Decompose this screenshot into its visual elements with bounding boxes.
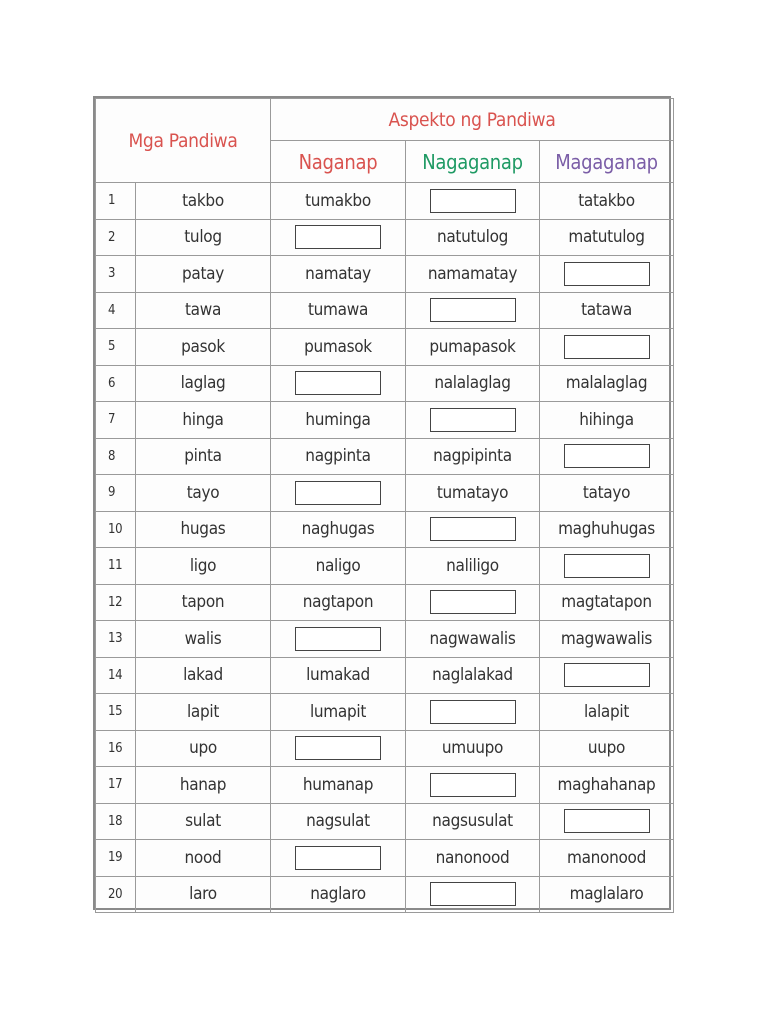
row-number: 19 — [96, 840, 136, 877]
present-form[interactable] — [406, 183, 540, 220]
row-number: 3 — [96, 256, 136, 293]
table-row — [96, 767, 674, 804]
table-row — [96, 256, 674, 293]
row-number: 1 — [96, 183, 136, 220]
root-verb: walis — [136, 621, 271, 658]
future-form: matutulog — [540, 219, 674, 256]
past-form: huminga — [271, 402, 406, 439]
present-form[interactable] — [406, 876, 540, 913]
answer-blank-box[interactable] — [295, 846, 381, 870]
future-form: magwawalis — [540, 621, 674, 658]
past-form: pumasok — [271, 329, 406, 366]
table-row — [96, 365, 674, 402]
answer-blank-box[interactable] — [564, 809, 650, 833]
table-row — [96, 803, 674, 840]
root-verb: laglag — [136, 365, 271, 402]
root-verb: hanap — [136, 767, 271, 804]
root-verb: tawa — [136, 292, 271, 329]
past-form: lumapit — [271, 694, 406, 731]
row-number: 18 — [96, 803, 136, 840]
table-row — [96, 876, 674, 913]
present-form: umuupo — [406, 730, 540, 767]
present-form: pumapasok — [406, 329, 540, 366]
future-form[interactable] — [540, 657, 674, 694]
past-form: naligo — [271, 548, 406, 585]
answer-blank-box[interactable] — [564, 335, 650, 359]
answer-blank-box[interactable] — [430, 882, 516, 906]
present-form: natutulog — [406, 219, 540, 256]
answer-blank-box[interactable] — [295, 627, 381, 651]
future-form: manonood — [540, 840, 674, 877]
table-row — [96, 840, 674, 877]
verbs-column-header: Mga Pandiwa — [96, 99, 271, 183]
row-number: 4 — [96, 292, 136, 329]
future-aspect-header: Magaganap — [540, 141, 674, 183]
root-verb: tulog — [136, 219, 271, 256]
answer-blank-box[interactable] — [430, 517, 516, 541]
past-form: nagpinta — [271, 438, 406, 475]
future-form: hihinga — [540, 402, 674, 439]
present-form: nagpipinta — [406, 438, 540, 475]
answer-blank-box[interactable] — [430, 408, 516, 432]
past-form[interactable] — [271, 840, 406, 877]
future-form: tatayo — [540, 475, 674, 512]
present-form: naglalakad — [406, 657, 540, 694]
table-row — [96, 219, 674, 256]
present-form: nalalaglag — [406, 365, 540, 402]
table-row — [96, 621, 674, 658]
verb-rows — [96, 183, 674, 913]
past-aspect-header: Naganap — [271, 141, 406, 183]
future-form: magtatapon — [540, 584, 674, 621]
answer-blank-box[interactable] — [564, 554, 650, 578]
present-form: nagsusulat — [406, 803, 540, 840]
row-number: 2 — [96, 219, 136, 256]
table-row — [96, 183, 674, 220]
future-form: maglalaro — [540, 876, 674, 913]
root-verb: lapit — [136, 694, 271, 731]
row-number: 5 — [96, 329, 136, 366]
past-form: namatay — [271, 256, 406, 293]
row-number: 12 — [96, 584, 136, 621]
past-form: humanap — [271, 767, 406, 804]
row-number: 11 — [96, 548, 136, 585]
past-form: tumawa — [271, 292, 406, 329]
future-form[interactable] — [540, 803, 674, 840]
root-verb: patay — [136, 256, 271, 293]
row-number: 16 — [96, 730, 136, 767]
root-verb: laro — [136, 876, 271, 913]
answer-blank-box[interactable] — [564, 262, 650, 286]
row-number: 17 — [96, 767, 136, 804]
table-row — [96, 402, 674, 439]
present-form[interactable] — [406, 511, 540, 548]
table-row — [96, 475, 674, 512]
answer-blank-box[interactable] — [295, 371, 381, 395]
root-verb: pasok — [136, 329, 271, 366]
row-number: 20 — [96, 876, 136, 913]
present-aspect-header: Nagaganap — [406, 141, 540, 183]
row-number: 6 — [96, 365, 136, 402]
past-form: naglaro — [271, 876, 406, 913]
present-form[interactable] — [406, 292, 540, 329]
past-form: naghugas — [271, 511, 406, 548]
root-verb: lakad — [136, 657, 271, 694]
past-form: nagsulat — [271, 803, 406, 840]
past-form: tumakbo — [271, 183, 406, 220]
table-row — [96, 329, 674, 366]
present-form[interactable] — [406, 694, 540, 731]
past-form[interactable] — [271, 365, 406, 402]
row-number: 10 — [96, 511, 136, 548]
table-row — [96, 584, 674, 621]
row-number: 15 — [96, 694, 136, 731]
table-row — [96, 694, 674, 731]
future-form[interactable] — [540, 329, 674, 366]
present-form: naliligo — [406, 548, 540, 585]
past-form[interactable] — [271, 475, 406, 512]
answer-blank-box[interactable] — [430, 189, 516, 213]
present-form: nagwawalis — [406, 621, 540, 658]
future-form: maghahanap — [540, 767, 674, 804]
table-row — [96, 730, 674, 767]
row-number: 13 — [96, 621, 136, 658]
present-form[interactable] — [406, 767, 540, 804]
row-number: 9 — [96, 475, 136, 512]
verb-aspect-worksheet — [93, 96, 671, 910]
answer-blank-box[interactable] — [564, 444, 650, 468]
root-verb: tapon — [136, 584, 271, 621]
present-form: namamatay — [406, 256, 540, 293]
root-verb: sulat — [136, 803, 271, 840]
answer-blank-box[interactable] — [564, 663, 650, 687]
answer-blank-box[interactable] — [295, 225, 381, 249]
answer-blank-box[interactable] — [295, 736, 381, 760]
answer-blank-box[interactable] — [295, 481, 381, 505]
answer-blank-box[interactable] — [430, 298, 516, 322]
future-form: tatawa — [540, 292, 674, 329]
future-form[interactable] — [540, 548, 674, 585]
table-row — [96, 511, 674, 548]
present-form[interactable] — [406, 584, 540, 621]
verb-aspect-table — [95, 98, 674, 913]
answer-blank-box[interactable] — [430, 773, 516, 797]
row-number: 14 — [96, 657, 136, 694]
present-form: tumatayo — [406, 475, 540, 512]
past-form: lumakad — [271, 657, 406, 694]
root-verb: nood — [136, 840, 271, 877]
past-form[interactable] — [271, 621, 406, 658]
root-verb: pinta — [136, 438, 271, 475]
present-form[interactable] — [406, 402, 540, 439]
future-form: uupo — [540, 730, 674, 767]
answer-blank-box[interactable] — [430, 700, 516, 724]
root-verb: hugas — [136, 511, 271, 548]
future-form: maghuhugas — [540, 511, 674, 548]
future-form: tatakbo — [540, 183, 674, 220]
future-form: lalapit — [540, 694, 674, 731]
root-verb: hinga — [136, 402, 271, 439]
root-verb: upo — [136, 730, 271, 767]
row-number: 8 — [96, 438, 136, 475]
past-form[interactable] — [271, 730, 406, 767]
row-number: 7 — [96, 402, 136, 439]
table-row — [96, 548, 674, 585]
future-form[interactable] — [540, 438, 674, 475]
root-verb: takbo — [136, 183, 271, 220]
answer-blank-box[interactable] — [430, 590, 516, 614]
root-verb: tayo — [136, 475, 271, 512]
table-row — [96, 438, 674, 475]
aspect-header: Aspekto ng Pandiwa — [271, 99, 674, 141]
table-row — [96, 657, 674, 694]
past-form: nagtapon — [271, 584, 406, 621]
future-form[interactable] — [540, 256, 674, 293]
past-form[interactable] — [271, 219, 406, 256]
root-verb: ligo — [136, 548, 271, 585]
present-form: nanonood — [406, 840, 540, 877]
table-row — [96, 292, 674, 329]
future-form: malalaglag — [540, 365, 674, 402]
